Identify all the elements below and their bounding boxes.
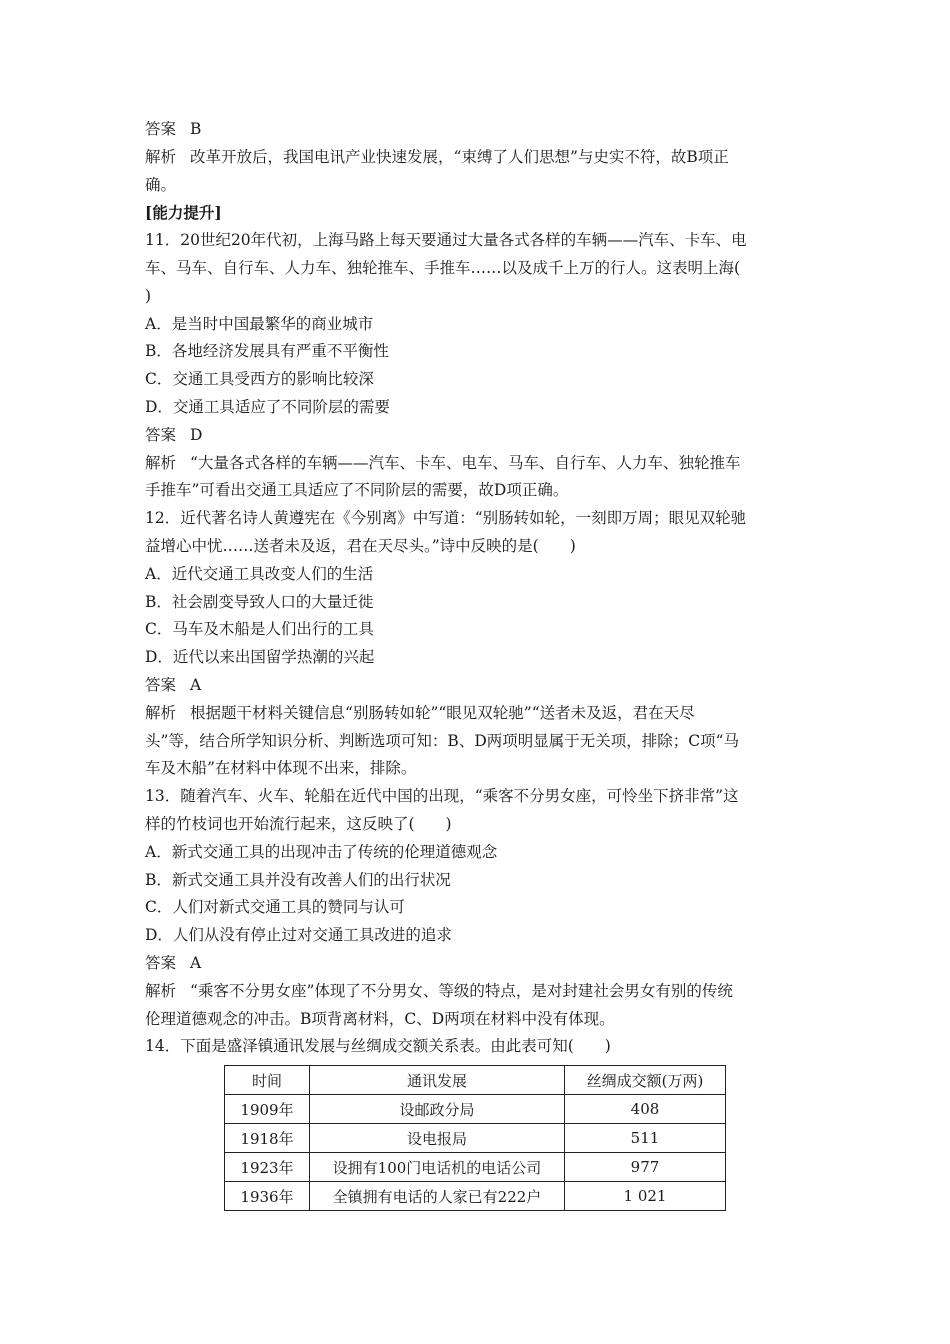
table-cell: 设邮政分局 <box>310 1095 565 1124</box>
q13-analysis-cont: 伦理道德观念的冲击。B项背离材料，C、D两项在材料中没有体现。 <box>145 1009 615 1028</box>
q12-option-c: C．马车及木船是人们出行的工具 <box>145 620 374 639</box>
q11-analysis-cont: 手推车”可看出交通工具适应了不同阶层的需要，故D项正确。 <box>145 481 569 500</box>
q12-analysis-cont: 头”等，结合所学知识分析、判断选项可知：B、D两项明显属于无关项，排除；C项“马 <box>145 731 740 750</box>
document-content <box>145 116 815 1061</box>
table-cell: 408 <box>565 1095 726 1124</box>
table-row <box>225 1124 726 1153</box>
table-cell: 1918年 <box>225 1124 310 1153</box>
table-header-cell: 丝绸成交额(万两) <box>565 1066 726 1095</box>
q11-option-b: B．各地经济发展具有严重不平衡性 <box>145 342 389 361</box>
q12-analysis-cont: 车及木船”在材料中体现不出来，排除。 <box>145 759 417 778</box>
q14-table <box>224 1065 726 1211</box>
q13-option-d: D．人们从没有停止过对交通工具改进的追求 <box>145 926 452 945</box>
q12-option-d: D．近代以来出国留学热潮的兴起 <box>145 648 375 667</box>
q13-option-a: A．新式交通工具的出现冲击了传统的伦理道德观念 <box>145 842 498 861</box>
table-header-cell: 时间 <box>225 1066 310 1095</box>
q11-option-d: D．交通工具适应了不同阶层的需要 <box>145 397 390 416</box>
section-heading: [能力提升] <box>145 203 222 223</box>
table-row <box>225 1182 726 1211</box>
q10-analysis: 解析 改革开放后，我国电讯产业快速发展，“束缚了人们思想”与史实不符，故B项正 <box>145 147 729 166</box>
q13-answer: 答案 A <box>145 953 202 972</box>
table-header-row <box>225 1066 726 1095</box>
q12-option-b: B．社会剧变导致人口的大量迁徙 <box>145 592 374 611</box>
q13-option-c: C．人们对新式交通工具的赞同与认可 <box>145 898 405 917</box>
q10-analysis-cont: 确。 <box>145 175 177 194</box>
table-cell: 1 021 <box>565 1182 726 1211</box>
table-cell: 511 <box>565 1124 726 1153</box>
q11-option-a: A．是当时中国最繁华的商业城市 <box>145 314 374 333</box>
q11-analysis: 解析 “大量各式各样的车辆——汽车、卡车、电车、马车、自行车、人力车、独轮推车 <box>145 453 741 472</box>
table-row <box>225 1153 726 1182</box>
q13-stem-cont: 样的竹枝词也开始流行起来，这反映了( ) <box>145 814 452 833</box>
q11-option-c: C．交通工具受西方的影响比较深 <box>145 370 374 389</box>
q12-analysis: 解析 根据题干材料关键信息“别肠转如轮”“眼见双轮驰”“送者未及返，君在天尽 <box>145 703 695 722</box>
q10-answer: 答案 B <box>145 120 202 138</box>
table-row <box>225 1095 726 1124</box>
q11-stem-cont: ) <box>145 286 152 305</box>
table-cell: 1923年 <box>225 1153 310 1182</box>
q14-stem: 14．下面是盛泽镇通讯发展与丝绸成交额关系表。由此表可知( ) <box>145 1037 611 1056</box>
q13-analysis: 解析 “乘客不分男女座”体现了不分男女、等级的特点，是对封建社会男女有别的传统 <box>145 981 733 1000</box>
q13-stem: 13．随着汽车、火车、轮船在近代中国的出现，“乘客不分男女座，可怜坐下挤非常”这 <box>145 787 739 806</box>
table-cell: 全镇拥有电话的人家已有222户 <box>310 1182 565 1211</box>
q11-stem: 11．20世纪20年代初，上海马路上每天要通过大量各式各样的车辆——汽车、卡车、电 <box>145 231 747 250</box>
table-cell: 977 <box>565 1153 726 1182</box>
q12-answer: 答案 A <box>145 675 202 694</box>
table-cell: 设拥有100门电话机的电话公司 <box>310 1153 565 1182</box>
q11-answer: 答案 D <box>145 425 203 444</box>
table-cell: 1936年 <box>225 1182 310 1211</box>
table-cell: 设电报局 <box>310 1124 565 1153</box>
q12-stem-cont: 益增心中忧……送者未及返，君在天尽头。”诗中反映的是( ) <box>145 536 576 555</box>
q11-stem-cont: 车、马车、自行车、人力车、独轮推车、手推车……以及成千上万的行人。这表明上海( <box>145 258 741 277</box>
table-header-cell: 通讯发展 <box>310 1066 565 1095</box>
q12-option-a: A．近代交通工具改变人们的生活 <box>145 564 374 583</box>
q12-stem: 12．近代著名诗人黄遵宪在《今别离》中写道：“别肠转如轮，一刻即万周；眼见双轮驰 <box>145 509 747 528</box>
q13-option-b: B．新式交通工具并没有改善人们的出行状况 <box>145 870 451 889</box>
table-cell: 1909年 <box>225 1095 310 1124</box>
